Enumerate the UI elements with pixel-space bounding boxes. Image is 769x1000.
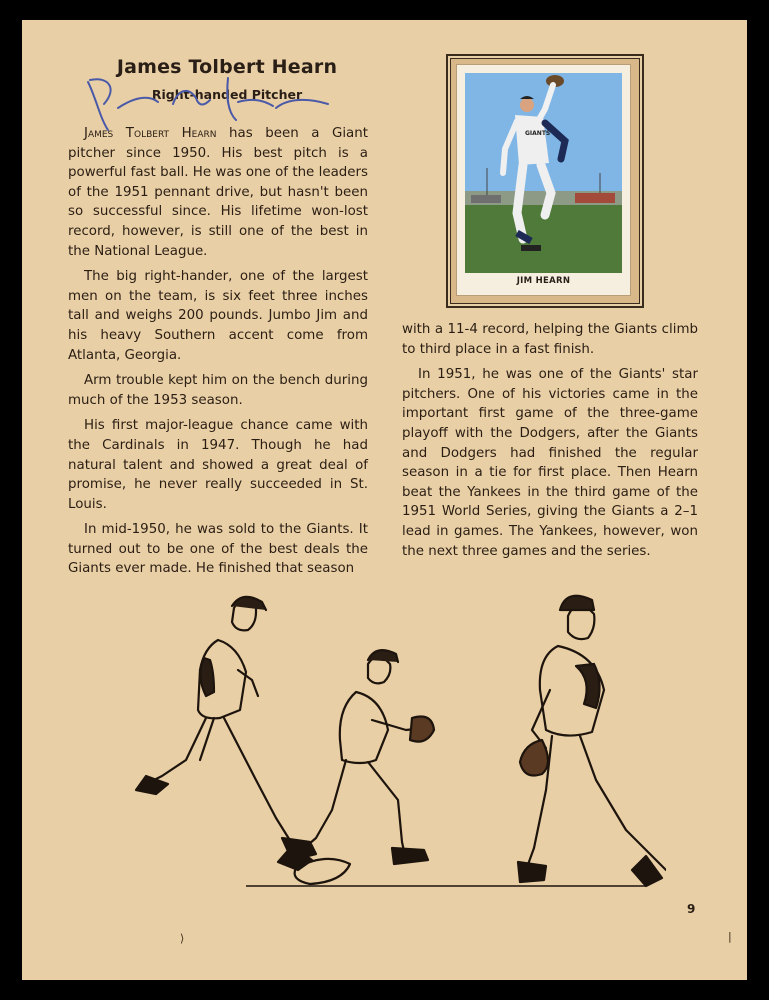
paragraph: The big right-hander, one of the largest men on the team, is six feet three inches tall and weighs 200 pounds. Jumbo Jim and his heavy Southern accent come from Atlanta, Georgia. [68,269,368,363]
jersey-lettering: GIANTS [525,130,551,137]
right-text-column [402,320,698,567]
page-number: 9 [687,902,696,916]
photo-frame [446,54,644,308]
margin-mark: ⟩ [180,932,185,945]
book-page [22,20,747,980]
paragraph: Arm trouble kept him on the bench during much of the 1953 season. [68,373,368,408]
lead-in-name: James Tolbert Hearn [84,126,217,141]
player-photo-card [457,65,630,295]
player-photo [465,73,622,273]
baseball-players-illustration [106,580,666,900]
paragraph: His first major-league chance came with the Cardinals in 1947. Though he had natural talent and showed a great deal of promise, he never really succeeded in St. Louis. [68,418,368,512]
paragraph: In 1951, he was one of the Giants' star pitchers. One of his victories came in the important first game of the three-game playoff with the Dodgers, after the Giants and Dodgers had finished the regular season in a tie for first place. Then Hearn beat the Yankees in the third game of the 1951 World Series, giving the Giants a 2–1 lead in games. The Yankees, however, won the next three games and the series. [402,367,698,559]
photo-caption: JIM HEARN [516,276,571,286]
paragraph: In mid-1950, he was sold to the Giants. It turned out to be one of the best deals the Giants ever made. He finished that season [68,522,368,577]
paragraph: with a 11-4 record, helping the Giants climb to third place in a fast finish. [402,322,698,357]
margin-mark: | [728,930,732,943]
paragraph: James Tolbert Hearn has been a Giant pitcher since 1950. His best pitch is a powerful fast ball. He was one of the leaders of the 1951 pennant drive, but hasn't been so successful since. His lifetime won-lost record, however, is still one of the best in the National League. [68,126,369,259]
left-text-column [68,124,368,585]
page-subtitle: Right-handed Pitcher [151,87,303,102]
page-title: James Tolbert Hearn [116,56,338,78]
